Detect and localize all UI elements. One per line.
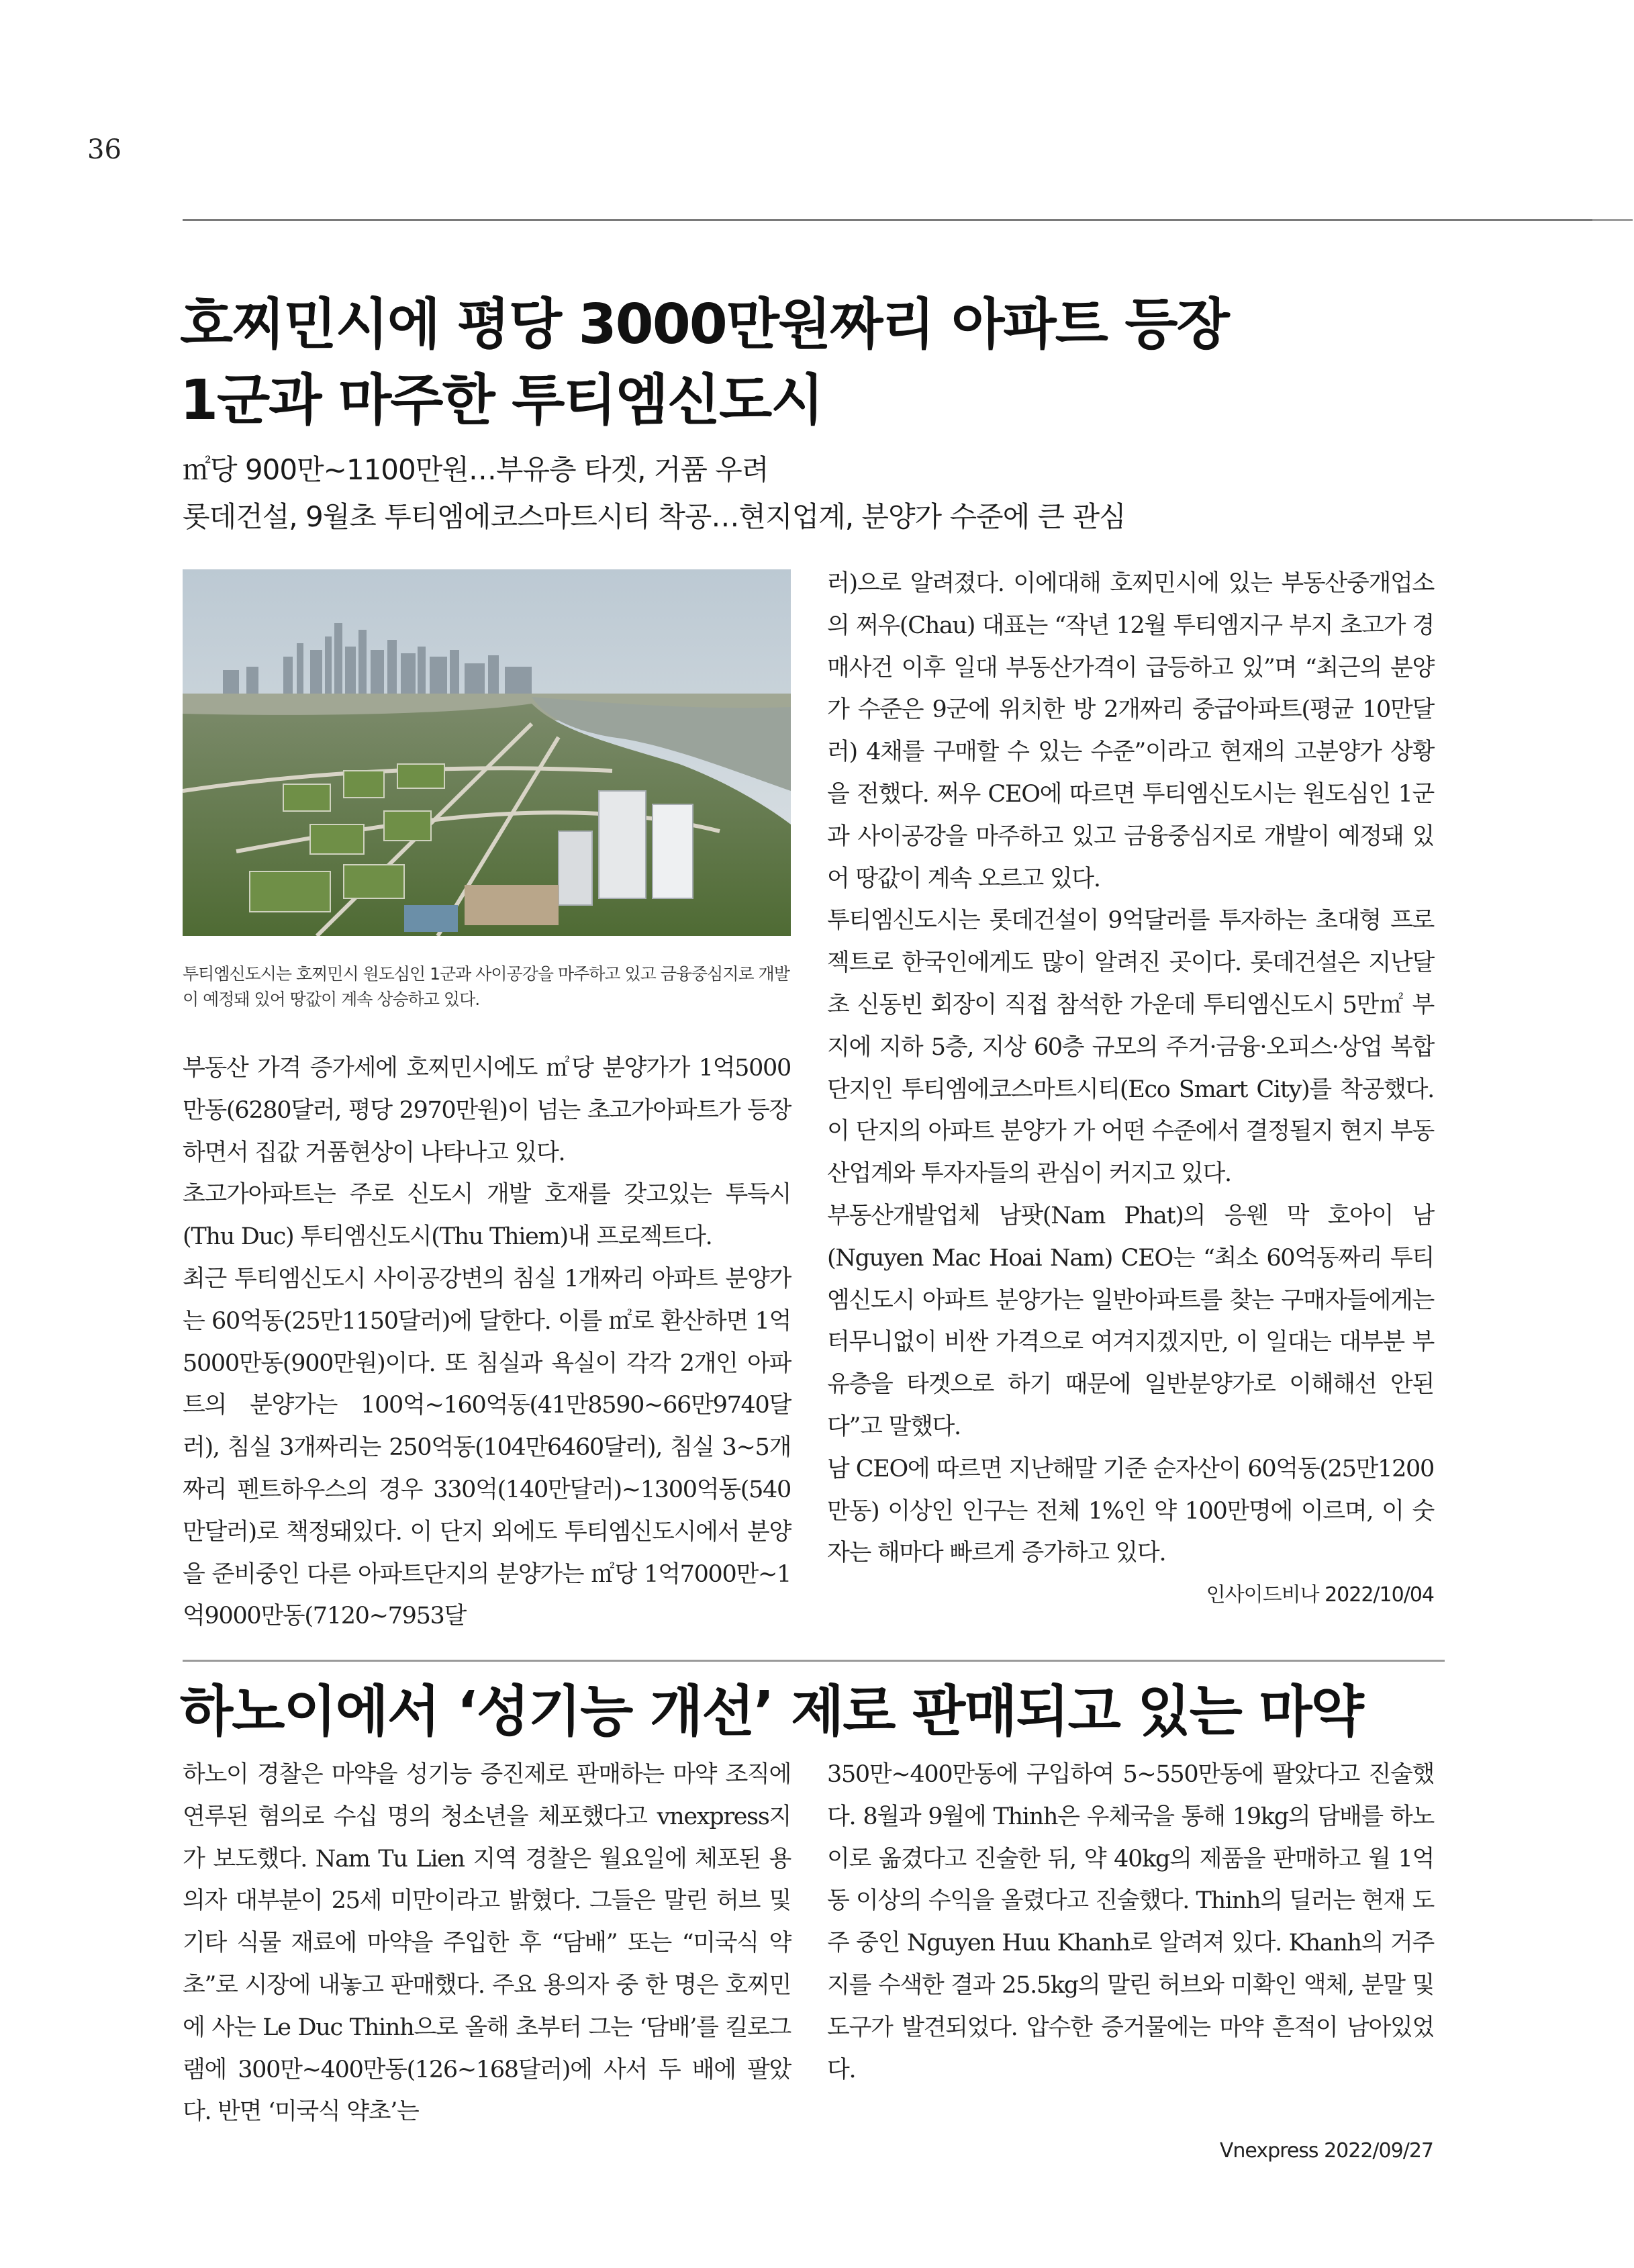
section-divider xyxy=(183,1660,1445,1662)
page-number: 36 xyxy=(87,134,122,165)
article2-right-column xyxy=(827,1754,1434,2091)
article1-right-paragraph: 남 CEO에 따르면 지난해말 기준 순자산이 60억동(25만1200만동) 이상인 인구는 전체 1%인 약 100만명에 이르며, 이 숫자는 해마다 빠르게 증가하고 있다. xyxy=(827,1455,1434,1567)
article2-right-text: 350만~400만동에 구입하여 5~550만동에 팔았다고 진술했다. 8월과 9월에 Thinh은 우체국을 통해 19kg의 담배를 하노이로 옮겼다고 진술한 뒤, 약 40kg의 제품을 판매하고 월 1억동 이상의 수익을 올렸다고 진술했다. Thinh의 딜러는 현재 도주 중인 Nguyen Huu Khanh로 알려져 있다. Khanh의 거주지를 수색한 결과 25.5kg의 말린 허브와 미확인 액체, 분말 및 도구가 발견되었다. 압수한 증거물에는 마약 흔적이 남아있었다. xyxy=(827,1761,1434,2083)
photo-caption: 투티엠신도시는 호찌민시 원도심인 1군과 사이공강을 마주하고 있고 금융중심지로 개발이 예정돼 있어 땅값이 계속 상승하고 있다. xyxy=(183,964,789,1009)
article1-right-paragraph: 러)으로 알려졌다. 이에대해 호찌민시에 있는 부동산중개업소의 쩌우(Chau) 대표는 “작년 12월 투티엠지구 부지 초고가 경매사건 이후 일대 부동산가격이 급등하고 있”며 “최근의 분양가 수준은 9군에 위치한 방 2개짜리 중급아파트(평균 10만달러) 4채를 구매할 수 있는 수준”이라고 현재의 고분양가 상황을 전했다. 쩌우 CEO에 따르면 투티엠신도시는 원도심인 1군과 사이공강을 마주하고 있고 금융중심지로 개발이 예정돼 있어 땅값이 계속 오르고 있다. xyxy=(827,570,1434,892)
top-rule-stub xyxy=(1592,219,1633,221)
article1-title-line1: 호찌민시에 평당 3000만원짜리 아파트 등장 xyxy=(180,293,1229,357)
article1-subtitle2: 롯데건설, 9월초 투티엠에코스마트시티 착공…현지업계, 분양가 수준에 큰 관심 xyxy=(183,500,1126,533)
article2-source: Vnexpress 2022/09/27 xyxy=(1219,2139,1433,2163)
article1-right-paragraph: 투티엠신도시는 롯데건설이 9억달러를 투자하는 초대형 프로젝트로 한국인에게도 많이 알려진 곳이다. 롯데건설은 지난달 초 신동빈 회장이 직접 참석한 가운데 투티엠신도시 5만㎡ 부지에 지하 5층, 지상 60층 규모의 주거·금융·오피스·상업 복합단지인 투티엠에코스마트시티(Eco Smart City)를 착공했다. 이 단지의 아파트 분양가 가 어떤 수준에서 결정될지 현지 부동산업계와 투자자들의 관심이 커지고 있다. xyxy=(827,907,1434,1188)
article1-left-paragraph: 부동산 가격 증가세에 호찌민시에도 ㎡당 분양가가 1억5000만동(6280달러, 평당 2970만원)이 넘는 초고가아파트가 등장하면서 집값 거품현상이 나타나고 있다. xyxy=(183,1055,791,1166)
article2-left-text: 하노이 경찰은 마약을 성기능 증진제로 판매하는 마약 조직에 연루된 혐의로 수십 명의 청소년을 체포했다고 vnexpress지가 보도했다. Nam Tu Lien 지역 경찰은 월요일에 체포된 용의자 대부분이 25세 미만이라고 밝혔다. 그들은 말린 허브 및 기타 식물 재료에 마약을 주입한 후 “담배” 또는 “미국식 약초”로 시장에 내놓고 판매했다. 주요 용의자 중 한 명은 호찌민에 사는 Le Duc Thinh으로 올해 초부터 그는 ‘담배’를 킬로그램에 300만~400만동(126~168달러)에 사서 두 배에 팔았다. 반면 ‘미국식 약초’는 xyxy=(183,1761,791,2126)
article1-title-line2: 1군과 마주한 투티엠신도시 xyxy=(180,369,823,432)
article1-subtitle1: ㎡당 900만~1100만원…부유층 타겟, 거품 우려 xyxy=(183,453,769,486)
article1-source: 인사이드비나 2022/10/04 xyxy=(1206,1583,1434,1607)
article1-left-paragraph: 최근 투티엠신도시 사이공강변의 침실 1개짜리 아파트 분양가는 60억동(25만1150달러)에 달한다. 이를 ㎡로 환산하면 1억5000만동(900만원)이다. 또 침실과 욕실이 각각 2개인 아파트의 분양가는 100억~160억동(41만8590~66만9740달러), 침실 3개짜리는 250억동(104만6460달러), 침실 3~5개짜리 펜트하우스의 경우 330억(140만달러)~1300억동(540만달러)로 책정돼있다. 이 단지 외에도 투티엠신도시에서 분양을 준비중인 다른 아파트단지의 분양가는 ㎡당 1억7000만~1억9000만동(7120~7953달 xyxy=(183,1265,791,1630)
top-rule xyxy=(183,219,1617,221)
article1-right-paragraph: 부동산개발업체 남팟(Nam Phat)의 응웬 막 호아이 남(Nguyen Mac Hoai Nam) CEO는 “최소 60억동짜리 투티엠신도시 아파트 분양가는 일반아파트를 찾는 구매자들에게는 터무니없이 비싼 가격으로 여겨지겠지만, 이 일대는 대부분 부유층을 타겟으로 하기 때문에 일반분양가로 이해해선 안된다”고 말했다. xyxy=(827,1202,1434,1440)
article1-left-column xyxy=(183,1047,791,1638)
article2-left-column xyxy=(183,1754,791,2133)
article1-right-column xyxy=(827,563,1434,1617)
article2-title: 하노이에서 ‘성기능 개선’ 제로 판매되고 있는 마약 xyxy=(180,1680,1363,1744)
article1-left-paragraph: 초고가아파트는 주로 신도시 개발 호재를 갖고있는 투득시(Thu Duc) 투티엠신도시(Thu Thiem)내 프로젝트다. xyxy=(183,1181,791,1251)
aerial-city-photo xyxy=(183,569,791,936)
